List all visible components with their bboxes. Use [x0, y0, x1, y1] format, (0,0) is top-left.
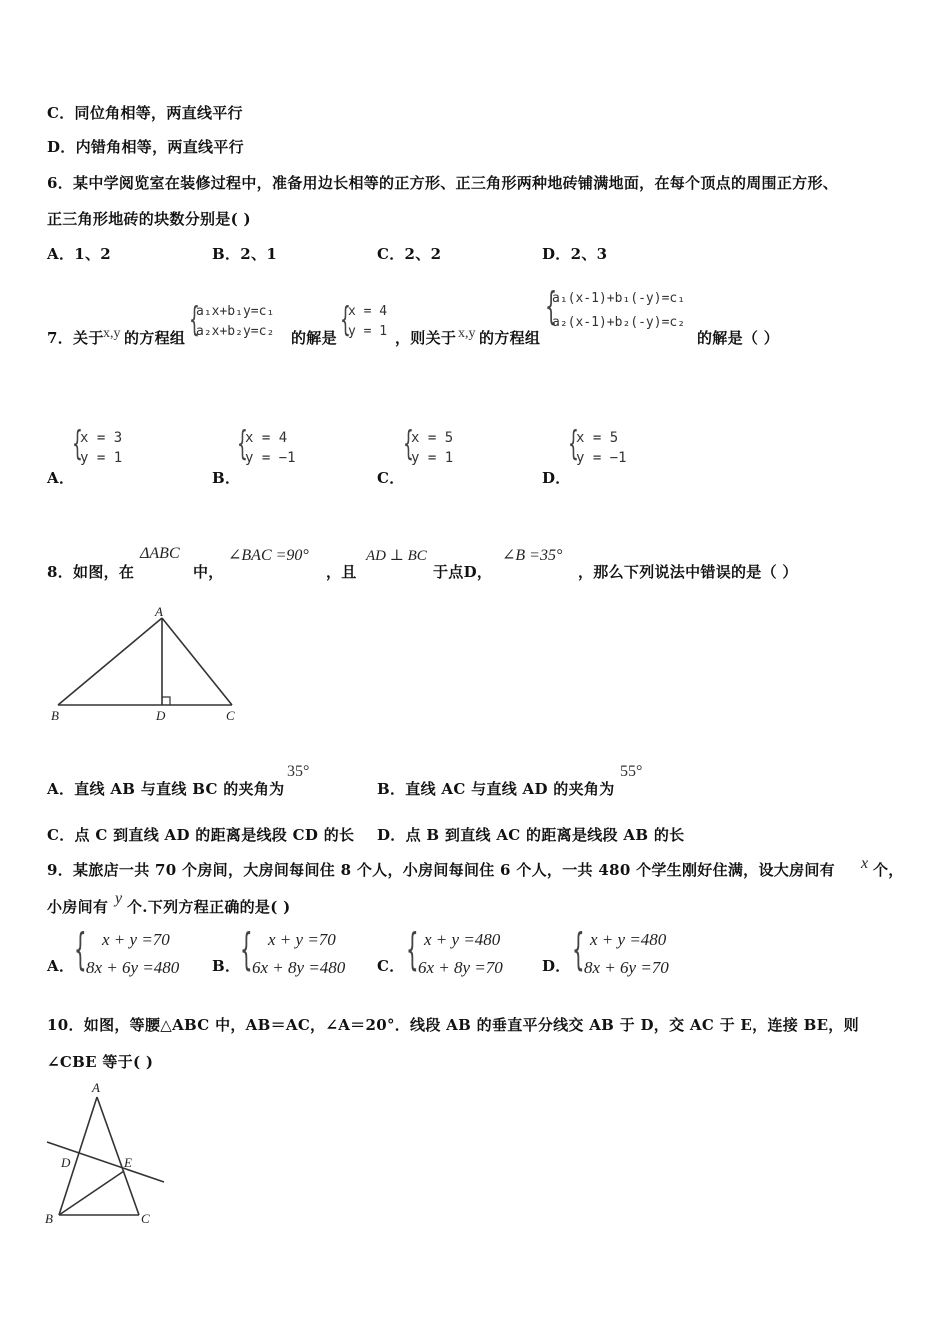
q8-angle-bac: ∠BAC =90° — [228, 547, 309, 564]
q9-option-d-eq1: x + y =480 — [590, 930, 667, 949]
q7-system-2-eq2: a₂(x-1)+b₂(-y)=c₂ — [552, 315, 686, 330]
q10-label-a: A — [92, 1080, 100, 1095]
q6-option-d: D．2、3 — [542, 245, 608, 263]
q8-option-b-value: 55° — [620, 763, 643, 780]
q8-segment-ab — [58, 618, 162, 705]
q7-option-b-label: B． — [212, 469, 241, 487]
q7-system-1-eq1: a₁x+b₁y=c₁ — [196, 304, 275, 319]
q9-option-c-label: C． — [377, 957, 405, 975]
q7-option-d-system — [576, 428, 627, 468]
q7-xy-1: x,y — [103, 326, 121, 341]
q10-figure — [42, 1078, 172, 1228]
q7-system-1-eq2: a₂x+b₂y=c₂ — [196, 324, 275, 339]
q9-option-c-system — [418, 926, 503, 982]
q10-line1: 10．如图，等腰△ABC 中，AB＝AC，∠A＝20°．线段 AB 的垂直平分线交 AB 于 D，交 AC 于 E，连接 BE，则 — [47, 1016, 859, 1034]
q10-line2: ∠CBE 等于( ) — [47, 1053, 154, 1071]
q7-option-d-brace: { — [568, 424, 579, 464]
q7-solution — [348, 302, 387, 342]
q8-label-c: C — [226, 708, 235, 723]
q7-mid2: 的解是 — [291, 329, 337, 347]
q7-solution-y: y = 1 — [348, 324, 388, 339]
q6-option-b: B．2、1 — [212, 245, 278, 263]
q6-option-c: C．2、2 — [377, 245, 442, 263]
q7-option-b-brace: { — [237, 424, 248, 464]
q7-mid3: ，则关于 — [395, 329, 457, 347]
option-d-prev: D．内错角相等，两直线平行 — [47, 138, 244, 156]
q7-option-a-eq1: x = 3 — [80, 430, 123, 446]
q10-label-d: D — [61, 1155, 71, 1170]
q7-option-b-eq2: y = −1 — [245, 450, 296, 466]
q8-t1: 中， — [193, 563, 224, 581]
q9-line2-start: 小房间有 — [47, 898, 109, 916]
q9-line2-end: 个.下列方程正确的是( ) — [127, 898, 291, 916]
q7-option-b-system — [245, 428, 296, 468]
q7-option-c-eq1: x = 5 — [411, 430, 454, 446]
q9-option-b-eq1: x + y =70 — [268, 930, 336, 949]
q7-brace-sol: { — [340, 300, 351, 340]
q8-perp: AD ⊥ BC — [366, 548, 427, 564]
q9-line1-end: 个， — [873, 861, 904, 879]
q8-option-a-value: 35° — [287, 763, 310, 780]
q9-option-c-eq2: 6x + 8y =70 — [418, 958, 503, 977]
q8-angle-b: ∠B =35° — [502, 547, 563, 564]
q7-option-a-eq2: y = 1 — [80, 450, 123, 466]
q6-stem-line2: 正三角形地砖的块数分别是( ) — [47, 210, 251, 228]
q8-t4: ，那么下列说法中错误的是（ ） — [578, 563, 798, 581]
q10-segment-ac — [97, 1097, 139, 1215]
q7-option-a-brace: { — [72, 424, 83, 464]
q8-right-angle-mark — [162, 697, 170, 705]
q7-system-2-eq1: a₁(x-1)+b₁(-y)=c₁ — [552, 291, 686, 306]
q7-xy-2: x,y — [458, 326, 476, 341]
q8-label-d: D — [156, 708, 166, 723]
q8-option-a: A．直线 AB 与直线 BC 的夹角为 — [47, 780, 285, 798]
q9-option-d-system — [584, 926, 669, 982]
q7-option-d-eq2: y = −1 — [576, 450, 627, 466]
q8-option-b: B．直线 AC 与直线 AD 的夹角为 — [377, 780, 615, 798]
q7-mid1: 的方程组 — [124, 329, 186, 347]
q8-label-a: A — [155, 604, 163, 619]
q9-option-d-brace: { — [572, 924, 585, 975]
q8-segment-ac — [162, 618, 232, 705]
q7-suffix: 的解是（ ） — [697, 329, 780, 347]
q9-option-d-label: D． — [542, 957, 571, 975]
q7-option-c-system — [411, 428, 453, 468]
option-c-prev: C．同位角相等，两直线平行 — [47, 104, 243, 122]
q8-figure — [44, 602, 244, 728]
q6-option-a: A．1、2 — [47, 245, 112, 263]
q7-mid4: 的方程组 — [479, 329, 541, 347]
q9-var-y: y — [115, 890, 123, 907]
q7-option-c-brace: { — [403, 424, 414, 464]
q10-label-c: C — [141, 1211, 150, 1226]
q9-option-d-eq2: 8x + 6y =70 — [584, 958, 669, 977]
q7-option-c-eq2: y = 1 — [411, 450, 454, 466]
q8-label-b: B — [51, 708, 59, 723]
q7-system-2 — [552, 287, 685, 335]
q7-brace-1: { — [189, 300, 200, 340]
q8-option-c: C．点 C 到直线 AD 的距离是线段 CD 的长 — [47, 826, 355, 844]
q9-option-a-eq1: x + y =70 — [102, 930, 170, 949]
q7-prefix: 7．关于 — [47, 329, 104, 347]
q9-option-a-label: A． — [47, 957, 75, 975]
q9-option-a-brace: { — [74, 924, 87, 975]
q10-label-e: E — [124, 1155, 132, 1170]
q9-option-a-system — [86, 926, 179, 982]
q9-option-b-eq2: 6x + 8y =480 — [252, 958, 346, 977]
q7-system-1 — [196, 302, 274, 342]
q7-option-b-eq1: x = 4 — [245, 430, 288, 446]
q8-prefix: 8．如图，在 — [47, 563, 135, 581]
q7-option-c-label: C． — [377, 469, 405, 487]
q9-var-x: x — [861, 855, 869, 872]
q7-option-a-system — [80, 428, 122, 468]
q8-t2: ，且 — [326, 563, 357, 581]
q7-option-d-eq1: x = 5 — [576, 430, 619, 446]
q9-line1: 9．某旅店一共 70 个房间，大房间每间住 8 个人，小房间每间住 6 个人，一共 480 个学生刚好住满，设大房间有 — [47, 861, 835, 879]
q9-option-c-brace: { — [406, 924, 419, 975]
q10-segment-be — [59, 1171, 124, 1215]
q9-option-b-label: B． — [212, 957, 241, 975]
q9-option-a-eq2: 8x + 6y =480 — [86, 958, 180, 977]
q7-option-d-label: D． — [542, 469, 571, 487]
q9-option-b-brace: { — [240, 924, 253, 975]
q7-brace-2: { — [545, 284, 558, 328]
q9-option-b-system — [252, 926, 345, 982]
q7-option-a-label: A． — [47, 469, 75, 487]
q8-option-d: D．点 B 到直线 AC 的距离是线段 AB 的长 — [377, 826, 685, 844]
q7-solution-x: x = 4 — [348, 304, 388, 319]
q9-option-c-eq1: x + y =480 — [424, 930, 501, 949]
q8-t3: 于点D， — [433, 563, 493, 581]
q6-stem-line1: 6．某中学阅览室在装修过程中，准备用边长相等的正方形、正三角形两种地砖铺满地面，在每个顶点的周围正方形、 — [47, 174, 839, 192]
q8-triangle: ΔABC — [140, 545, 180, 562]
q10-label-b: B — [45, 1211, 53, 1226]
